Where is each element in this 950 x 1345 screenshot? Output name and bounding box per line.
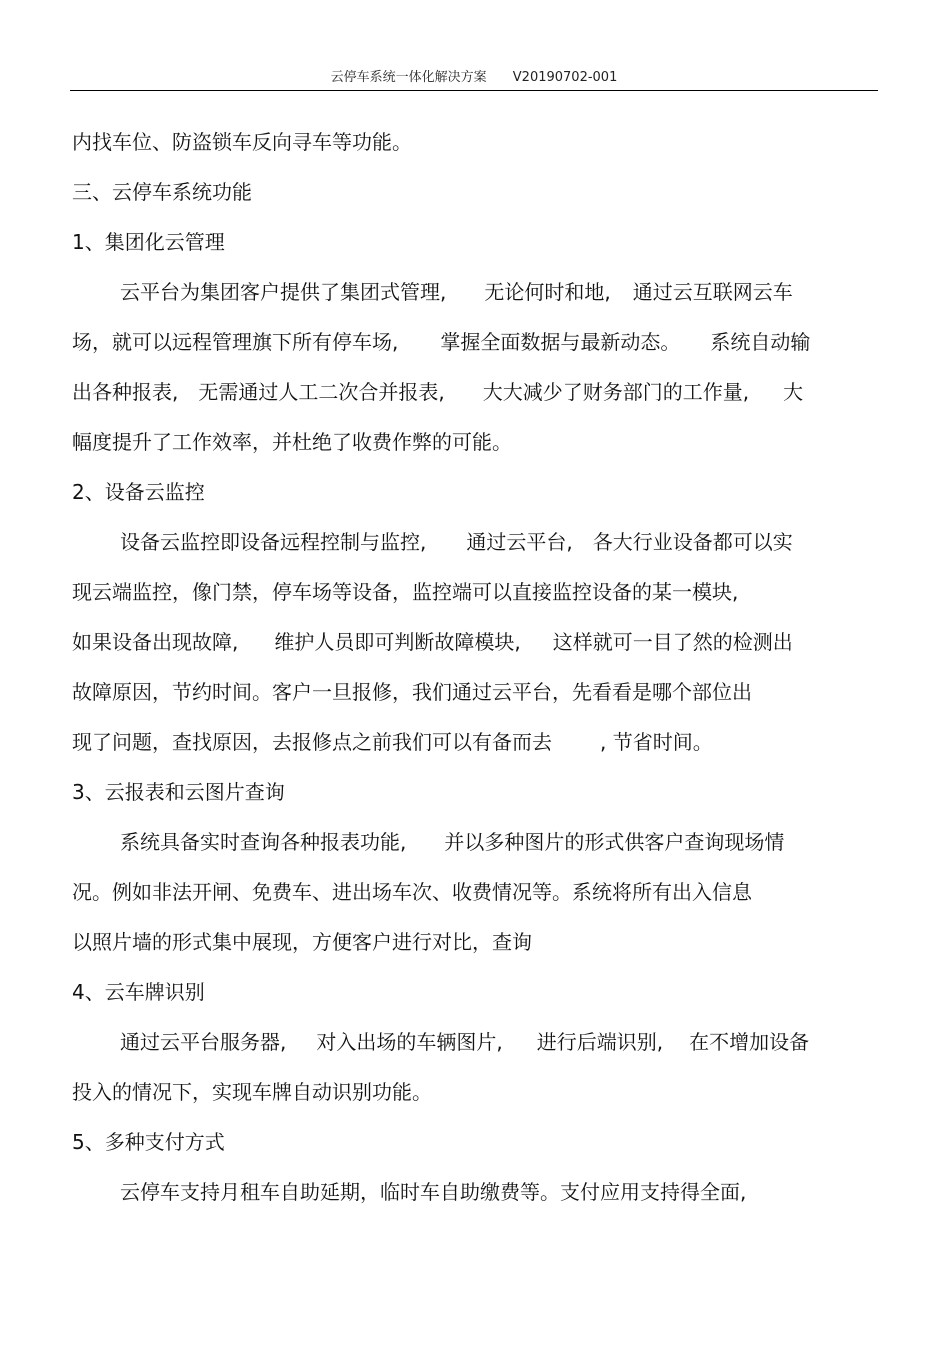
text-run: 在不增加设备 bbox=[689, 1030, 810, 1054]
text-run: 出各种报表, bbox=[72, 380, 179, 404]
text-run: , 节省时间。 bbox=[600, 730, 713, 754]
text-run: 掌握全面数据与最新动态。 bbox=[440, 330, 681, 354]
text-run: 系统自动输 bbox=[710, 330, 811, 354]
text-run: 通过云平台, bbox=[466, 530, 573, 554]
body-line: 云停车支持月租车自助延期，临时车自助缴费等。支付应用支持得全面, bbox=[120, 1180, 747, 1204]
text-run: 这样就可一目了然的检测出 bbox=[552, 630, 793, 654]
body-line: 内找车位、防盗锁车反向寻车等功能。 bbox=[72, 130, 412, 154]
header-version: V20190702-001 bbox=[512, 70, 618, 85]
body-line bbox=[72, 728, 713, 756]
body-line bbox=[72, 378, 803, 406]
subsection-heading: 2、设备云监控 bbox=[72, 480, 205, 504]
body-line: 况。例如非法开闸、免费车、进出场车次、收费情况等。系统将所有出入信息 bbox=[72, 880, 752, 904]
body-line: 以照片墙的形式集中展现，方便客户进行对比，查询 bbox=[72, 930, 532, 954]
text-run: 如果设备出现故障, bbox=[72, 630, 239, 654]
subsection-heading: 3、云报表和云图片查询 bbox=[72, 780, 285, 804]
body-line: 故障原因，节约时间。客户一旦报修，我们通过云平台，先看看是哪个部位出 bbox=[72, 680, 752, 704]
text-run: 对入出场的车辆图片, bbox=[316, 1030, 503, 1054]
text-run: 无论何时和地, bbox=[484, 280, 611, 304]
body-line bbox=[120, 278, 793, 306]
subsection-heading: 1、集团化云管理 bbox=[72, 230, 225, 254]
page-header bbox=[70, 66, 878, 85]
section-heading: 三、云停车系统功能 bbox=[72, 180, 252, 204]
text-run: 云平台为集团客户提供了集团式管理, bbox=[120, 280, 447, 304]
text-run: 无需通过人工二次合并报表, bbox=[198, 380, 445, 404]
body-line: 幅度提升了工作效率，并杜绝了收费作弊的可能。 bbox=[72, 430, 512, 454]
text-run: 进行后端识别, bbox=[536, 1030, 664, 1054]
text-run: 大 bbox=[783, 380, 804, 404]
body-line bbox=[120, 828, 784, 856]
body-line bbox=[72, 328, 810, 356]
text-run: 维护人员即可判断故障模块, bbox=[274, 630, 521, 654]
body-line bbox=[120, 528, 793, 556]
text-run: 场，就可以远程管理旗下所有停车场, bbox=[72, 330, 399, 354]
body-line bbox=[120, 1028, 809, 1056]
text-run: 并以多种图片的形式供客户查询现场情 bbox=[444, 830, 785, 854]
body-line bbox=[72, 628, 793, 656]
text-run: 各大行业设备都可以实 bbox=[592, 530, 793, 554]
subsection-heading: 5、多种支付方式 bbox=[72, 1130, 225, 1154]
text-run: 系统具备实时查询各种报表功能, bbox=[120, 830, 407, 854]
text-run: 通过云平台服务器, bbox=[120, 1030, 287, 1054]
body-line: 现云端监控，像门禁，停车场等设备，监控端可以直接监控设备的某一模块, bbox=[72, 580, 739, 604]
text-run: 设备云监控即设备远程控制与监控, bbox=[120, 530, 427, 554]
text-run: 大大减少了财务部门的工作量, bbox=[482, 380, 750, 404]
header-title: 云停车系统一体化解决方案 bbox=[330, 70, 487, 85]
header-divider bbox=[70, 90, 878, 91]
subsection-heading: 4、云车牌识别 bbox=[72, 980, 205, 1004]
text-run: 通过云互联网云车 bbox=[632, 280, 793, 304]
text-run: 现了问题，查找原因，去报修点之前我们可以有备而去 bbox=[72, 730, 552, 754]
body-line: 投入的情况下，实现车牌自动识别功能。 bbox=[72, 1080, 432, 1104]
